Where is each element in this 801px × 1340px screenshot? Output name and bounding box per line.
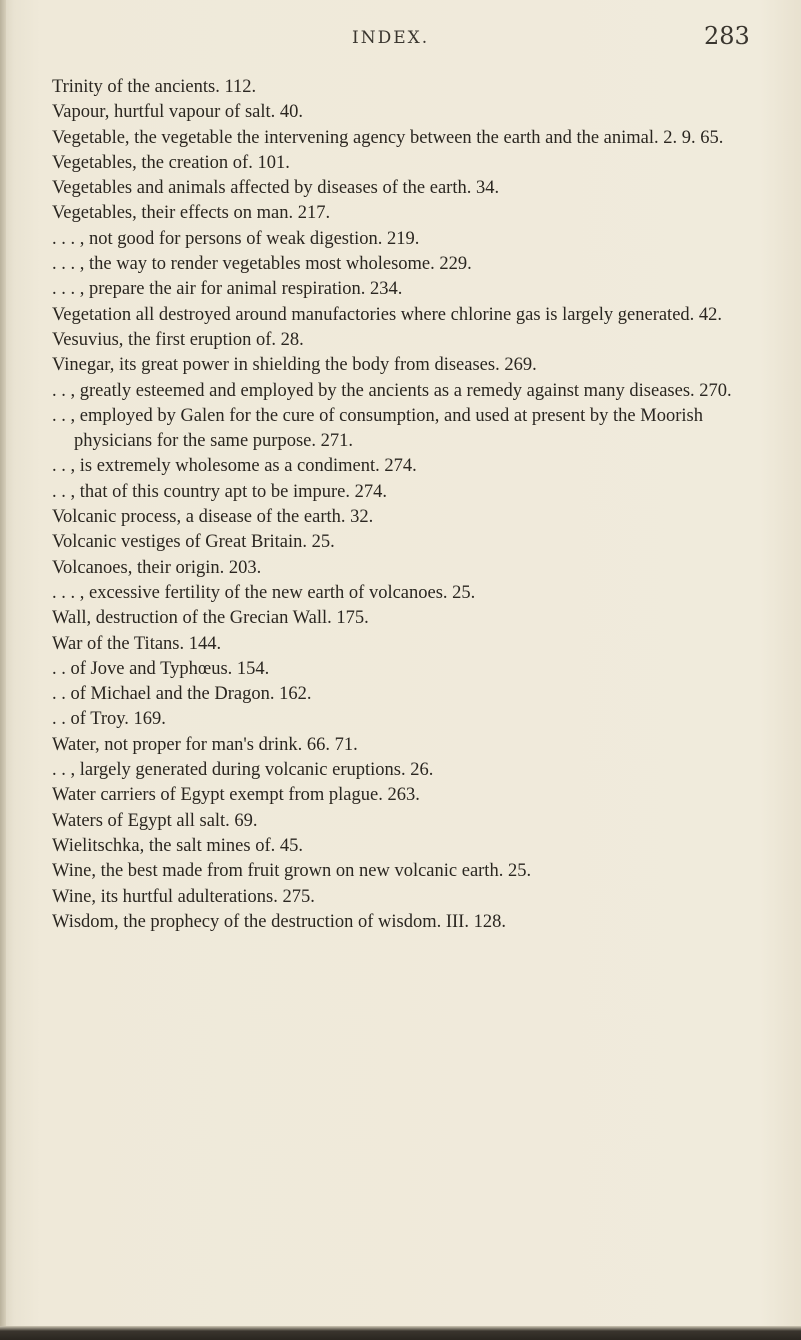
index-entry: War of the Titans. 144. (52, 633, 222, 654)
index-subentry: . . , is extremely wholesome as a condiment. 274. (52, 456, 417, 477)
index-entry: Vegetables and animals affected by diseases of the earth. 34. (52, 178, 500, 199)
index-subentry: . . . , prepare the air for animal respiration. 234. (52, 279, 403, 300)
index-entry: Wine, the best made from fruit grown on new volcanic earth. 25. (52, 861, 532, 882)
index-entry: Water carriers of Egypt exempt from plague. 263. (52, 785, 420, 806)
index-entry: Vesuvius, the first eruption of. 28. (52, 329, 304, 350)
index-subentry: . . of Jove and Typhœus. 154. (52, 658, 270, 679)
page-left-edge (0, 0, 6, 1340)
index-subentry: . . of Troy. 169. (52, 709, 166, 730)
index-entries (52, 75, 772, 935)
index-subentry: . . . , not good for persons of weak digestion. 219. (52, 228, 420, 249)
index-subentry: . . . , excessive fertility of the new earth of volcanoes. 25. (52, 582, 476, 603)
index-entry: Trinity of the ancients. 112. (52, 77, 257, 97)
index-subentry: . . of Michael and the Dragon. 162. (52, 684, 312, 705)
index-entry: Water, not proper for man's drink. 66. 71. (52, 734, 358, 755)
index-entry: Wine, its hurtful adulterations. 275. (52, 886, 315, 907)
index-entry: Waters of Egypt all salt. 69. (52, 810, 258, 831)
page-number: 283 (704, 22, 750, 50)
index-subentry: . . , employed by Galen for the cure of consumption, and used at present by the Moorish physicians for the same purpose. 271. (52, 405, 703, 452)
index-entry: Volcanic process, a disease of the earth. 32. (52, 507, 374, 528)
page-bottom-edge (0, 1326, 801, 1340)
index-subentry: . . , greatly esteemed and employed by the ancients as a remedy against many diseases. 270. (52, 380, 732, 401)
index-entry: Wielitschka, the salt mines of. 45. (52, 835, 304, 856)
index-entry: Wall, destruction of the Grecian Wall. 175. (52, 608, 369, 629)
index-entry: Vegetation all destroyed around manufactories where chlorine gas is largely generated. 42. (52, 304, 723, 325)
running-head-title: INDEX. (352, 28, 430, 48)
index-entry: Vegetables, their effects on man. 217. (52, 203, 331, 224)
running-head (0, 22, 801, 62)
index-entry: Vegetable, the vegetable the intervening agency between the earth and the animal. 2. 9. 65. (52, 127, 724, 148)
index-entry: Vegetables, the creation of. 101. (52, 152, 290, 173)
index-entry: Vapour, hurtful vapour of salt. 40. (52, 102, 304, 123)
index-entry: Volcanoes, their origin. 203. (52, 557, 262, 578)
index-subentry: . . , that of this country apt to be impure. 274. (52, 481, 387, 502)
index-subentry: . . , largely generated during volcanic eruptions. 26. (52, 760, 434, 781)
index-subentry: . . . , the way to render vegetables most wholesome. 229. (52, 254, 472, 275)
index-entry: Wisdom, the prophecy of the destruction of wisdom. III. 128. (52, 911, 506, 932)
index-entry: Vinegar, its great power in shielding the body from diseases. 269. (52, 355, 537, 376)
index-entry: Volcanic vestiges of Great Britain. 25. (52, 532, 335, 553)
